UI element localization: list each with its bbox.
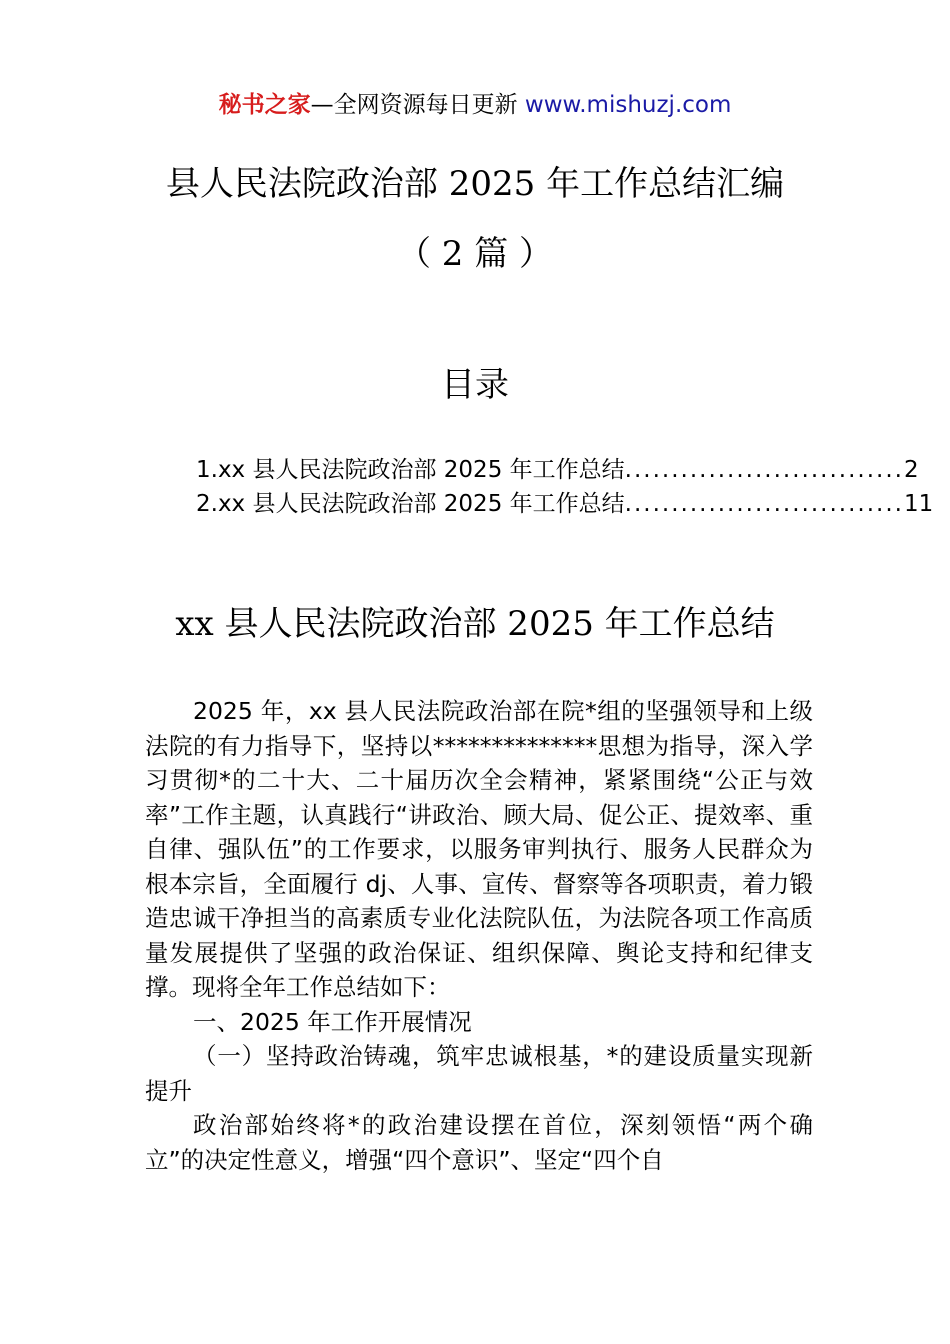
- toc-entry-label: 1.xx 县人民法院政治部 2025 年工作总结: [196, 457, 625, 483]
- toc-leader-dots: ..............................: [624, 491, 904, 517]
- banner-tagline: —全网资源每日更新: [310, 92, 525, 118]
- site-banner: [0, 88, 950, 122]
- subsection-heading: （一）坚持政治铸魂，筑牢忠诚根基，*的建设质量实现新提升: [145, 1042, 813, 1105]
- brand-name: 秘书之家: [218, 92, 311, 118]
- toc-entry-page: 11: [903, 491, 934, 517]
- toc-leader-dots: ..............................: [624, 457, 904, 483]
- toc-entry[interactable]: [196, 486, 934, 522]
- toc-entry-label: 2.xx 县人民法院政治部 2025 年工作总结: [196, 491, 625, 517]
- article-title: xx 县人民法院政治部 2025 年工作总结: [175, 604, 775, 644]
- document-title: 县人民法院政治部 2025 年工作总结汇编: [165, 164, 785, 204]
- toc-heading: 目录: [441, 365, 509, 405]
- section-heading: 一、2025 年工作开展情况: [193, 1007, 472, 1036]
- toc-entry-page: 2: [903, 457, 919, 483]
- document-subtitle: （ 2 篇 ）: [396, 234, 554, 274]
- body-paragraph: 2025 年，xx 县人民法院政治部在院*组的坚强领导和上级法院的有力指导下，坚持以**************思想为指导，深入学习贯彻*的二十大、二十届历次全会精神，紧紧围绕“公正与效率”工作主题，认真践行“讲政治、顾大局、促公正、提效率、重自律、强队伍”的工作要求，以服务审判执行、服务人民群众为根本宗旨，全面履行 dj、人事、宣传、督察等各项职责，着力锻造忠诚干净担当的高素质专业化法院队伍，为法院各项工作高质量发展提供了坚强的政治保证、组织保障、舆论支持和纪律支撑。现将全年工作总结如下：: [145, 697, 813, 1001]
- site-url-link[interactable]: www.mishuzj.com: [524, 92, 732, 118]
- toc-entry[interactable]: [196, 452, 919, 488]
- article-body: [145, 694, 813, 1177]
- body-paragraph: 政治部始终将*的政治建设摆在首位，深刻领悟“两个确立”的决定性意义，增强“四个意识”、坚定“四个自: [145, 1111, 813, 1174]
